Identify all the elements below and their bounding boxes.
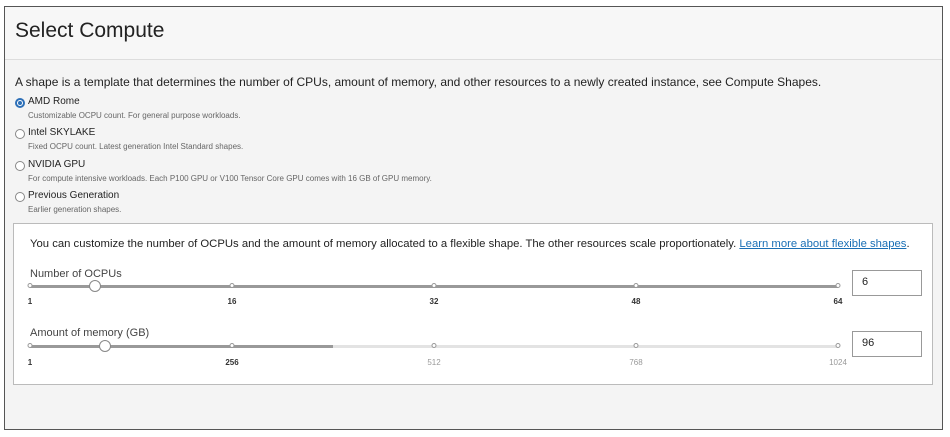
ocpu-tick-label: 48 — [631, 297, 641, 306]
memory-slider-fill — [30, 345, 333, 348]
ocpu-tick-label: 32 — [429, 297, 439, 306]
flex-shape-panel — [13, 223, 933, 385]
radio-amd-rome[interactable] — [15, 98, 25, 108]
ocpu-input[interactable]: 6 — [852, 270, 922, 296]
ocpu-tick — [230, 283, 235, 288]
ocpu-tick-label: 64 — [833, 297, 843, 306]
memory-tick-label: 1 — [27, 358, 33, 367]
radio-intel-skylake[interactable] — [15, 129, 25, 139]
compute-dialog — [4, 6, 943, 430]
ocpu-label: Number of OCPUs — [30, 268, 122, 280]
ocpu-tick — [634, 283, 639, 288]
flex-shape-text: You can customize the number of OCPUs and the amount of memory allocated to a flexible shape. The other resources scale proportionately. — [30, 238, 737, 250]
option-subtext: For compute intensive workloads. Each P100 GPU or V100 Tensor Core GPU comes with 16 GB of GPU memory. — [28, 174, 432, 183]
ocpu-tick-label: 1 — [27, 297, 33, 306]
memory-tick — [836, 343, 841, 348]
option-label: NVIDIA GPU — [28, 159, 86, 170]
ocpu-tick — [432, 283, 437, 288]
ocpu-slider[interactable] — [30, 285, 838, 288]
memory-tick-label: 256 — [225, 358, 239, 367]
learn-more-link[interactable]: Learn more about flexible shapes — [739, 238, 907, 250]
option-label: AMD Rome — [28, 96, 80, 107]
memory-input[interactable]: 96 — [852, 331, 922, 357]
memory-label: Amount of memory (GB) — [30, 327, 150, 339]
memory-tick — [28, 343, 33, 348]
option-label: Previous Generation — [28, 190, 120, 201]
page-title: Select Compute — [15, 19, 165, 42]
option-label: Intel SKYLAKE — [28, 127, 96, 138]
option-subtext: Earlier generation shapes. — [28, 205, 122, 214]
ocpu-slider-thumb[interactable] — [89, 280, 101, 292]
radio-previous-generation[interactable] — [15, 192, 25, 202]
memory-tick-label: 1024 — [829, 358, 847, 367]
radio-nvidia-gpu[interactable] — [15, 161, 25, 171]
option-subtext: Fixed OCPU count. Latest generation Intel Standard shapes. — [28, 142, 244, 151]
option-subtext: Customizable OCPU count. For general purpose workloads. — [28, 111, 241, 120]
memory-tick-label: 512 — [427, 358, 441, 367]
memory-tick-label: 768 — [629, 358, 643, 367]
header — [5, 7, 942, 60]
memory-slider[interactable] — [30, 345, 838, 348]
flex-shape-info — [30, 238, 910, 250]
shape-description: A shape is a template that determines the number of CPUs, amount of memory, and other resources to a newly created instance, see Compute Shapes. — [15, 75, 822, 89]
memory-tick — [634, 343, 639, 348]
ocpu-tick — [836, 283, 841, 288]
memory-tick — [230, 343, 235, 348]
memory-tick — [432, 343, 437, 348]
ocpu-tick — [28, 283, 33, 288]
memory-slider-thumb[interactable] — [99, 340, 111, 352]
ocpu-tick-label: 16 — [227, 297, 237, 306]
period: . — [906, 238, 910, 250]
